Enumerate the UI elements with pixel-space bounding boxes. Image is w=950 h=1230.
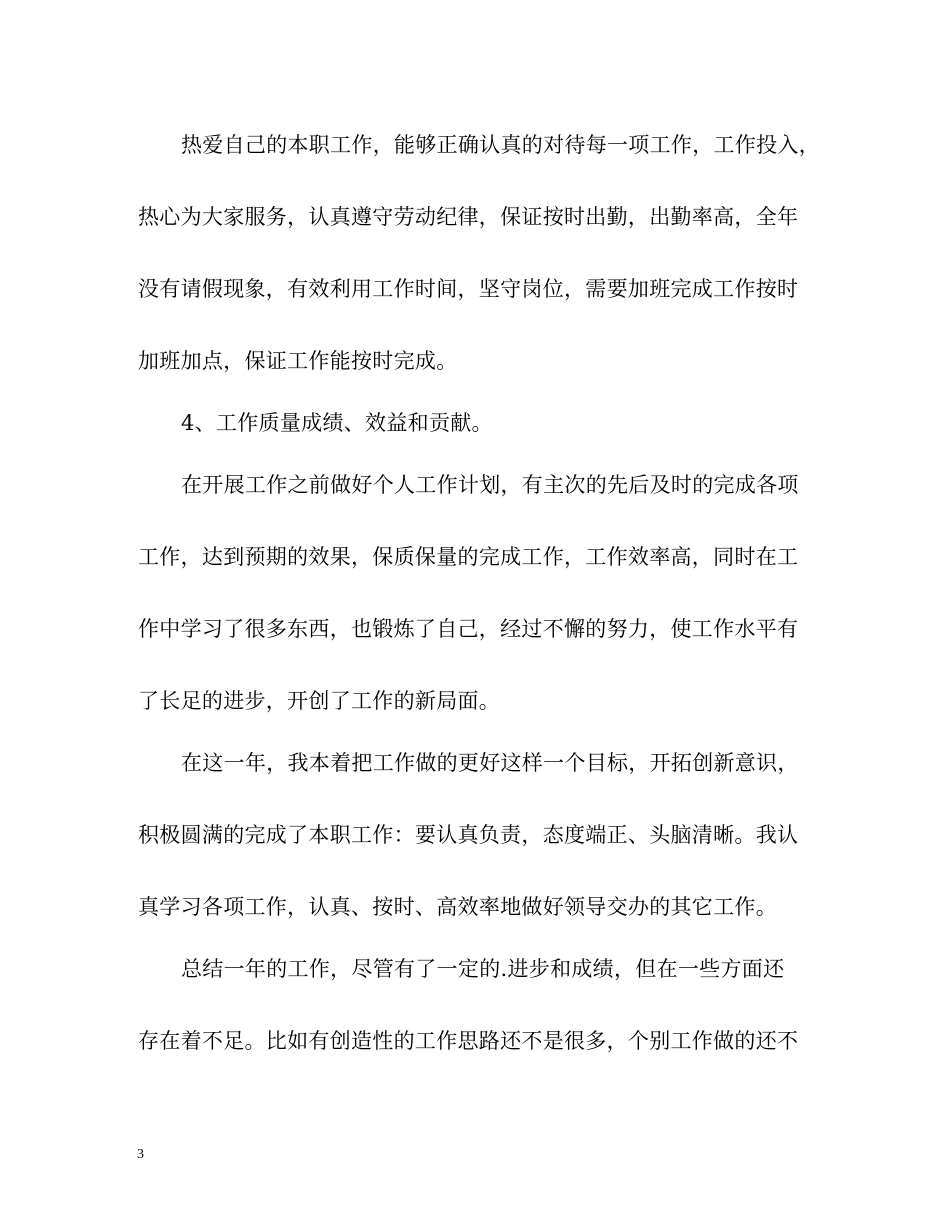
section-heading: 4、工作质量成绩、效益和贡献。 bbox=[181, 411, 493, 435]
paragraph-line-3: 没有请假现象，有效利用工作时间，坚守岗位，需要加班完成工作按时 bbox=[138, 277, 799, 301]
paragraph-line-4: 加班加点，保证工作能按时完成。 bbox=[138, 349, 458, 373]
paragraph-line-11: 真学习各项工作，认真、按时、高效率地做好领导交办的其它工作。 bbox=[138, 895, 777, 919]
page-number: 3 bbox=[137, 1147, 144, 1162]
paragraph-line-12: 总结一年的工作，尽管有了一定的.进步和成绩，但在一些方面还 bbox=[181, 957, 785, 981]
paragraph-line-1: 热爱自己的本职工作，能够正确认真的对待每一项工作，工作投入， bbox=[181, 133, 820, 157]
paragraph-line-5: 在开展工作之前做好个人工作计划，有主次的先后及时的完成各项 bbox=[181, 473, 799, 497]
paragraph-line-9: 在这一年，我本着把工作做的更好这样一个目标，开拓创新意识， bbox=[181, 751, 799, 775]
paragraph-line-10: 积极圆满的完成了本职工作：要认真负责，态度端正、头脑清晰。我认 bbox=[138, 823, 799, 847]
paragraph-line-6: 工作，达到预期的效果，保质保量的完成工作，工作效率高，同时在工 bbox=[138, 545, 799, 569]
paragraph-line-8: 了长足的进步，开创了工作的新局面。 bbox=[138, 689, 501, 713]
paragraph-line-13: 存在着不足。比如有创造性的工作思路还不是很多，个别工作做的还不 bbox=[138, 1029, 799, 1053]
paragraph-line-7: 作中学习了很多东西，也锻炼了自己，经过不懈的努力，使工作水平有 bbox=[138, 617, 799, 641]
paragraph-line-2: 热心为大家服务，认真遵守劳动纪律，保证按时出勤，出勤率高，全年 bbox=[138, 205, 799, 229]
